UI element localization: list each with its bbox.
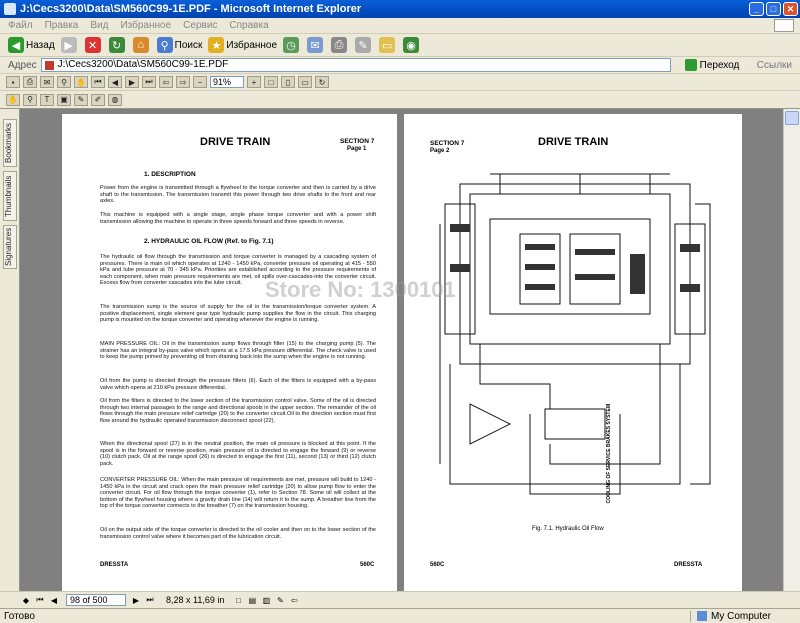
folder-icon: ▭ — [379, 37, 395, 53]
print-icon: ⎙ — [331, 37, 347, 53]
footer-right: DRESSTA — [674, 562, 703, 568]
scroll-up-icon[interactable] — [785, 111, 799, 125]
close-button[interactable]: ✕ — [783, 2, 798, 16]
page-navigation-bar — [0, 591, 800, 608]
menu-file[interactable]: Файл — [8, 20, 33, 31]
footer-right: 560C — [360, 562, 375, 568]
folder-button[interactable] — [379, 37, 397, 53]
go-button[interactable] — [685, 59, 740, 71]
vertical-scrollbar[interactable] — [783, 109, 800, 591]
menu-edit[interactable]: Правка — [44, 20, 79, 31]
heading-description: 1. DESCRIPTION — [144, 171, 196, 178]
rotate-icon[interactable]: ↻ — [315, 76, 329, 88]
paragraph: Oil from the filters is directed to the lower section of the transmission control valve. Some of the oil is directed through two internal passages to the range and directional spools in the upper section. The remainder of the oil flows through the main pressure relief cartridge (20) to the converter circuit.Oil to the direction section must first flow around the hydraulic operated transmission disconnect spool (22). — [100, 398, 376, 424]
computer-icon — [697, 611, 707, 621]
paragraph: Oil on the output side of the torque converter is directed to the oil cooler and then on to the lower section of the transmission control valve where it becomes part of the lubrication circuit. — [100, 527, 376, 540]
highlight-icon[interactable]: ✐ — [91, 94, 105, 106]
back-button[interactable] — [8, 37, 55, 53]
page-title: DRIVE TRAIN — [200, 136, 271, 148]
page-size-label: 8,28 x 11,69 in — [166, 595, 225, 605]
side-tabs — [0, 109, 20, 591]
stop-icon: ✕ — [85, 37, 101, 53]
links-button[interactable]: Ссылки — [756, 59, 792, 71]
last-page-icon[interactable]: ⏭ — [142, 76, 156, 88]
pdf-toolbar-2 — [0, 91, 800, 109]
back-arrow-icon: ◀ — [8, 37, 24, 53]
page-number: Page 1 — [347, 146, 367, 152]
hydraulic-diagram — [430, 164, 720, 509]
menu-bar — [0, 18, 800, 34]
pdf-page-right — [404, 114, 742, 591]
figure-caption: Fig. 7.1. Hydraulic Oil Flow — [532, 526, 604, 532]
heading-oil-flow: 2. HYDRAULIC OIL FLOW (Ref. to Fig. 7.1) — [144, 238, 274, 245]
standard-toolbar — [0, 34, 800, 57]
prev-page-icon[interactable]: ◀ — [108, 76, 122, 88]
paragraph: The hydraulic oil flow through the transmission and torque converter is managed by a cascading system of pressures. There is main oil which operates at 1240 - 1450 kPa, converter pressure oil operating at 415 - 550 kPa and lube pressure at 70 - 345 kPa. Priorities are established according to the pressure requirements of each component, when main pressure requirements are met, oil spills over-cascades-into the converter circuit. Excess flow from converter cascades into the lube circuit. — [100, 254, 376, 287]
paragraph: CONVERTER PRESSURE OIL: When the main pressure oil requirements are met, pressure will build to 1240 - 1450 kPa in the circuit and crack open the main pressure relief cartridge (20) to allow pump flow to enter the converter circuit. For oil flow through the torque converter (1), refer to Section 78. Some oil will collect at the bottom of the flywheel housing where a gravity drain line (14) will return it to the sump. A breather line from the top of the torque converter connects to the breather (7) on the transmission housing. — [100, 477, 376, 510]
tab-bookmarks[interactable]: Bookmarks — [3, 119, 17, 167]
search-label: Поиск — [174, 39, 203, 51]
ie-icon — [4, 3, 16, 15]
facing-icon[interactable]: ▥ — [262, 595, 271, 605]
back-label: Назад — [26, 39, 55, 51]
address-label: Адрес — [8, 59, 37, 71]
window-title: J:\Cecs3200\Data\SM560C99-1E.PDF - Microsoft Internet Explorer — [20, 3, 362, 15]
footer-left: 560C — [430, 562, 445, 568]
pdf-page-left — [62, 114, 397, 591]
print-button[interactable] — [331, 37, 349, 53]
fit-width-icon[interactable]: ▭ — [298, 76, 312, 88]
menu-view[interactable]: Вид — [90, 20, 109, 31]
maximize-button[interactable]: □ — [766, 2, 781, 16]
history-icon: ◷ — [283, 37, 299, 53]
actual-size-icon[interactable]: □ — [264, 76, 278, 88]
windows-logo-icon — [774, 19, 794, 32]
prev-page-button[interactable]: ◀ — [50, 595, 58, 605]
forward-view-icon[interactable]: ⇨ — [176, 76, 190, 88]
title-bar — [0, 0, 800, 18]
email-icon[interactable]: ✉ — [40, 76, 54, 88]
footer-left: DRESSTA — [100, 562, 129, 568]
edit-button[interactable] — [355, 37, 373, 53]
paragraph: When the directional spool (27) is in the neutral position, the main oil pressure is blocked at this point. If the spool is in the forward or reverse position, main pressure oil is directed to engage the forward (9) or reverse (10) clutch pack. Oil at the range spool (26) is directed to engage the first (11), second (13) or third (12) clutch pack. — [100, 441, 376, 467]
continuous-icon[interactable]: ▤ — [248, 595, 257, 605]
mail-button[interactable] — [307, 37, 325, 53]
page-title: DRIVE TRAIN — [538, 136, 609, 148]
first-page-button[interactable]: ⏮ — [36, 595, 44, 604]
pdf-toolbar-1 — [0, 74, 800, 91]
messenger-button[interactable] — [403, 37, 421, 53]
address-input[interactable]: J:\Cecs3200\Data\SM560C99-1E.PDF — [41, 58, 671, 72]
text-select-icon[interactable]: T — [40, 94, 54, 106]
address-bar — [0, 57, 800, 74]
back-view-icon[interactable]: ⇦ — [159, 76, 173, 88]
refresh-icon: ↻ — [109, 37, 125, 53]
cooling-label: COOLING OF SERVICE BRAKES SYSTEM — [606, 404, 612, 504]
menu-help[interactable]: Справка — [229, 20, 269, 31]
edit-icon: ✎ — [355, 37, 371, 53]
mail-icon: ✉ — [307, 37, 323, 53]
zoom-in-icon[interactable]: + — [247, 76, 261, 88]
paragraph: This machine is equipped with a single stage, single phase torque converter and with a power shift transmission allowing the machine to operate in three speeds forward and three speeds in reverse. — [100, 212, 376, 225]
save-icon[interactable]: ▪ — [6, 76, 20, 88]
zoom-input[interactable]: 91% — [210, 76, 244, 88]
section-label: SECTION 7 — [430, 140, 465, 147]
stop-button[interactable] — [85, 37, 103, 53]
search-pdf-icon[interactable]: ⚲ — [57, 76, 71, 88]
tab-signatures[interactable]: Signatures — [3, 225, 17, 269]
forward-arrow-icon: ▶ — [61, 37, 77, 53]
go-arrow-icon — [685, 59, 697, 71]
home-button[interactable] — [133, 37, 151, 53]
pencil-icon[interactable]: ✎ — [277, 595, 284, 605]
paragraph: Power from the engine is transmitted through a flywheel to the torque converter and then is carried by a drive shaft to the transmission. The transmission transmit this power through two drive shafts to the front and rear axles. — [100, 185, 376, 205]
section-label: SECTION 7 — [340, 138, 375, 145]
snapshot-icon[interactable]: ▣ — [57, 94, 71, 106]
print-pdf-icon[interactable]: ⎙ — [23, 76, 37, 88]
status-bar — [0, 608, 800, 623]
note-icon[interactable]: ✎ — [74, 94, 88, 106]
go-label: Переход — [699, 59, 740, 71]
menu-tools[interactable]: Сервис — [183, 20, 218, 31]
refresh-button[interactable] — [109, 37, 127, 53]
nav-menu-icon[interactable]: ◆ — [22, 595, 30, 605]
menu-favorites[interactable]: Избранное — [120, 20, 172, 31]
page-number: Page 2 — [430, 148, 450, 154]
first-page-icon[interactable]: ⏮ — [91, 76, 105, 88]
pdf-viewer[interactable] — [20, 109, 800, 591]
paragraph: MAIN PRESSURE OIL: Oil in the transmission sump flows through filter (15) to the charging pump (5). The strainer has an integral by-pass valve which opens at a 17.5 kPa pressure differential. The check valve is used to keep the pump primed by preventing oil from draining back into the sump when the engine is not running. — [100, 341, 376, 361]
messenger-icon: ◉ — [403, 37, 419, 53]
last-page-button[interactable]: ⏭ — [146, 595, 154, 604]
zoom-tool-icon[interactable]: ⚲ — [23, 94, 37, 106]
page-number-input[interactable]: 98 of 500 — [66, 594, 126, 606]
paragraph: Oil from the pump is directed through the pressure filters (6). Each of the filters is equipped with a by-pass valve which opens at 210 kPa pressure differential. — [100, 378, 376, 391]
search-icon: ⚲ — [157, 37, 173, 53]
paragraph: The transmission sump is the source of supply for the oil in the transmission/torque converter system. A positive displacement, single element gear type hydraulic pump supplies the flow in the circuit. This charging pump is mounted on the torque converter and operating whenever the engine is running. — [100, 304, 376, 324]
status-text: Готово — [4, 610, 35, 622]
home-icon: ⌂ — [133, 37, 149, 53]
stamp-icon[interactable]: ◍ — [108, 94, 122, 106]
favorites-button[interactable] — [208, 37, 277, 53]
star-icon: ★ — [208, 37, 224, 53]
favorites-label: Избранное — [226, 39, 278, 51]
fit-page-icon[interactable]: ▯ — [281, 76, 295, 88]
zoom-out-icon[interactable]: − — [193, 76, 207, 88]
minimize-button[interactable]: _ — [749, 2, 764, 16]
next-page-button[interactable]: ▶ — [132, 595, 140, 605]
single-page-icon[interactable]: □ — [235, 595, 241, 605]
security-zone — [690, 611, 800, 622]
history-button[interactable] — [283, 37, 301, 53]
search-button[interactable] — [157, 37, 203, 53]
zone-label: My Computer — [711, 610, 772, 622]
forward-button[interactable] — [61, 37, 79, 53]
watermark: Store No: 1300101 — [265, 277, 456, 302]
next-page-icon[interactable]: ▶ — [125, 76, 139, 88]
tab-thumbnails[interactable]: Thumbnails — [3, 171, 17, 221]
arrow-icon[interactable]: ⇦ — [291, 595, 298, 605]
hand-icon[interactable]: ✋ — [6, 94, 20, 106]
hand-tool-icon[interactable]: ✋ — [74, 76, 88, 88]
